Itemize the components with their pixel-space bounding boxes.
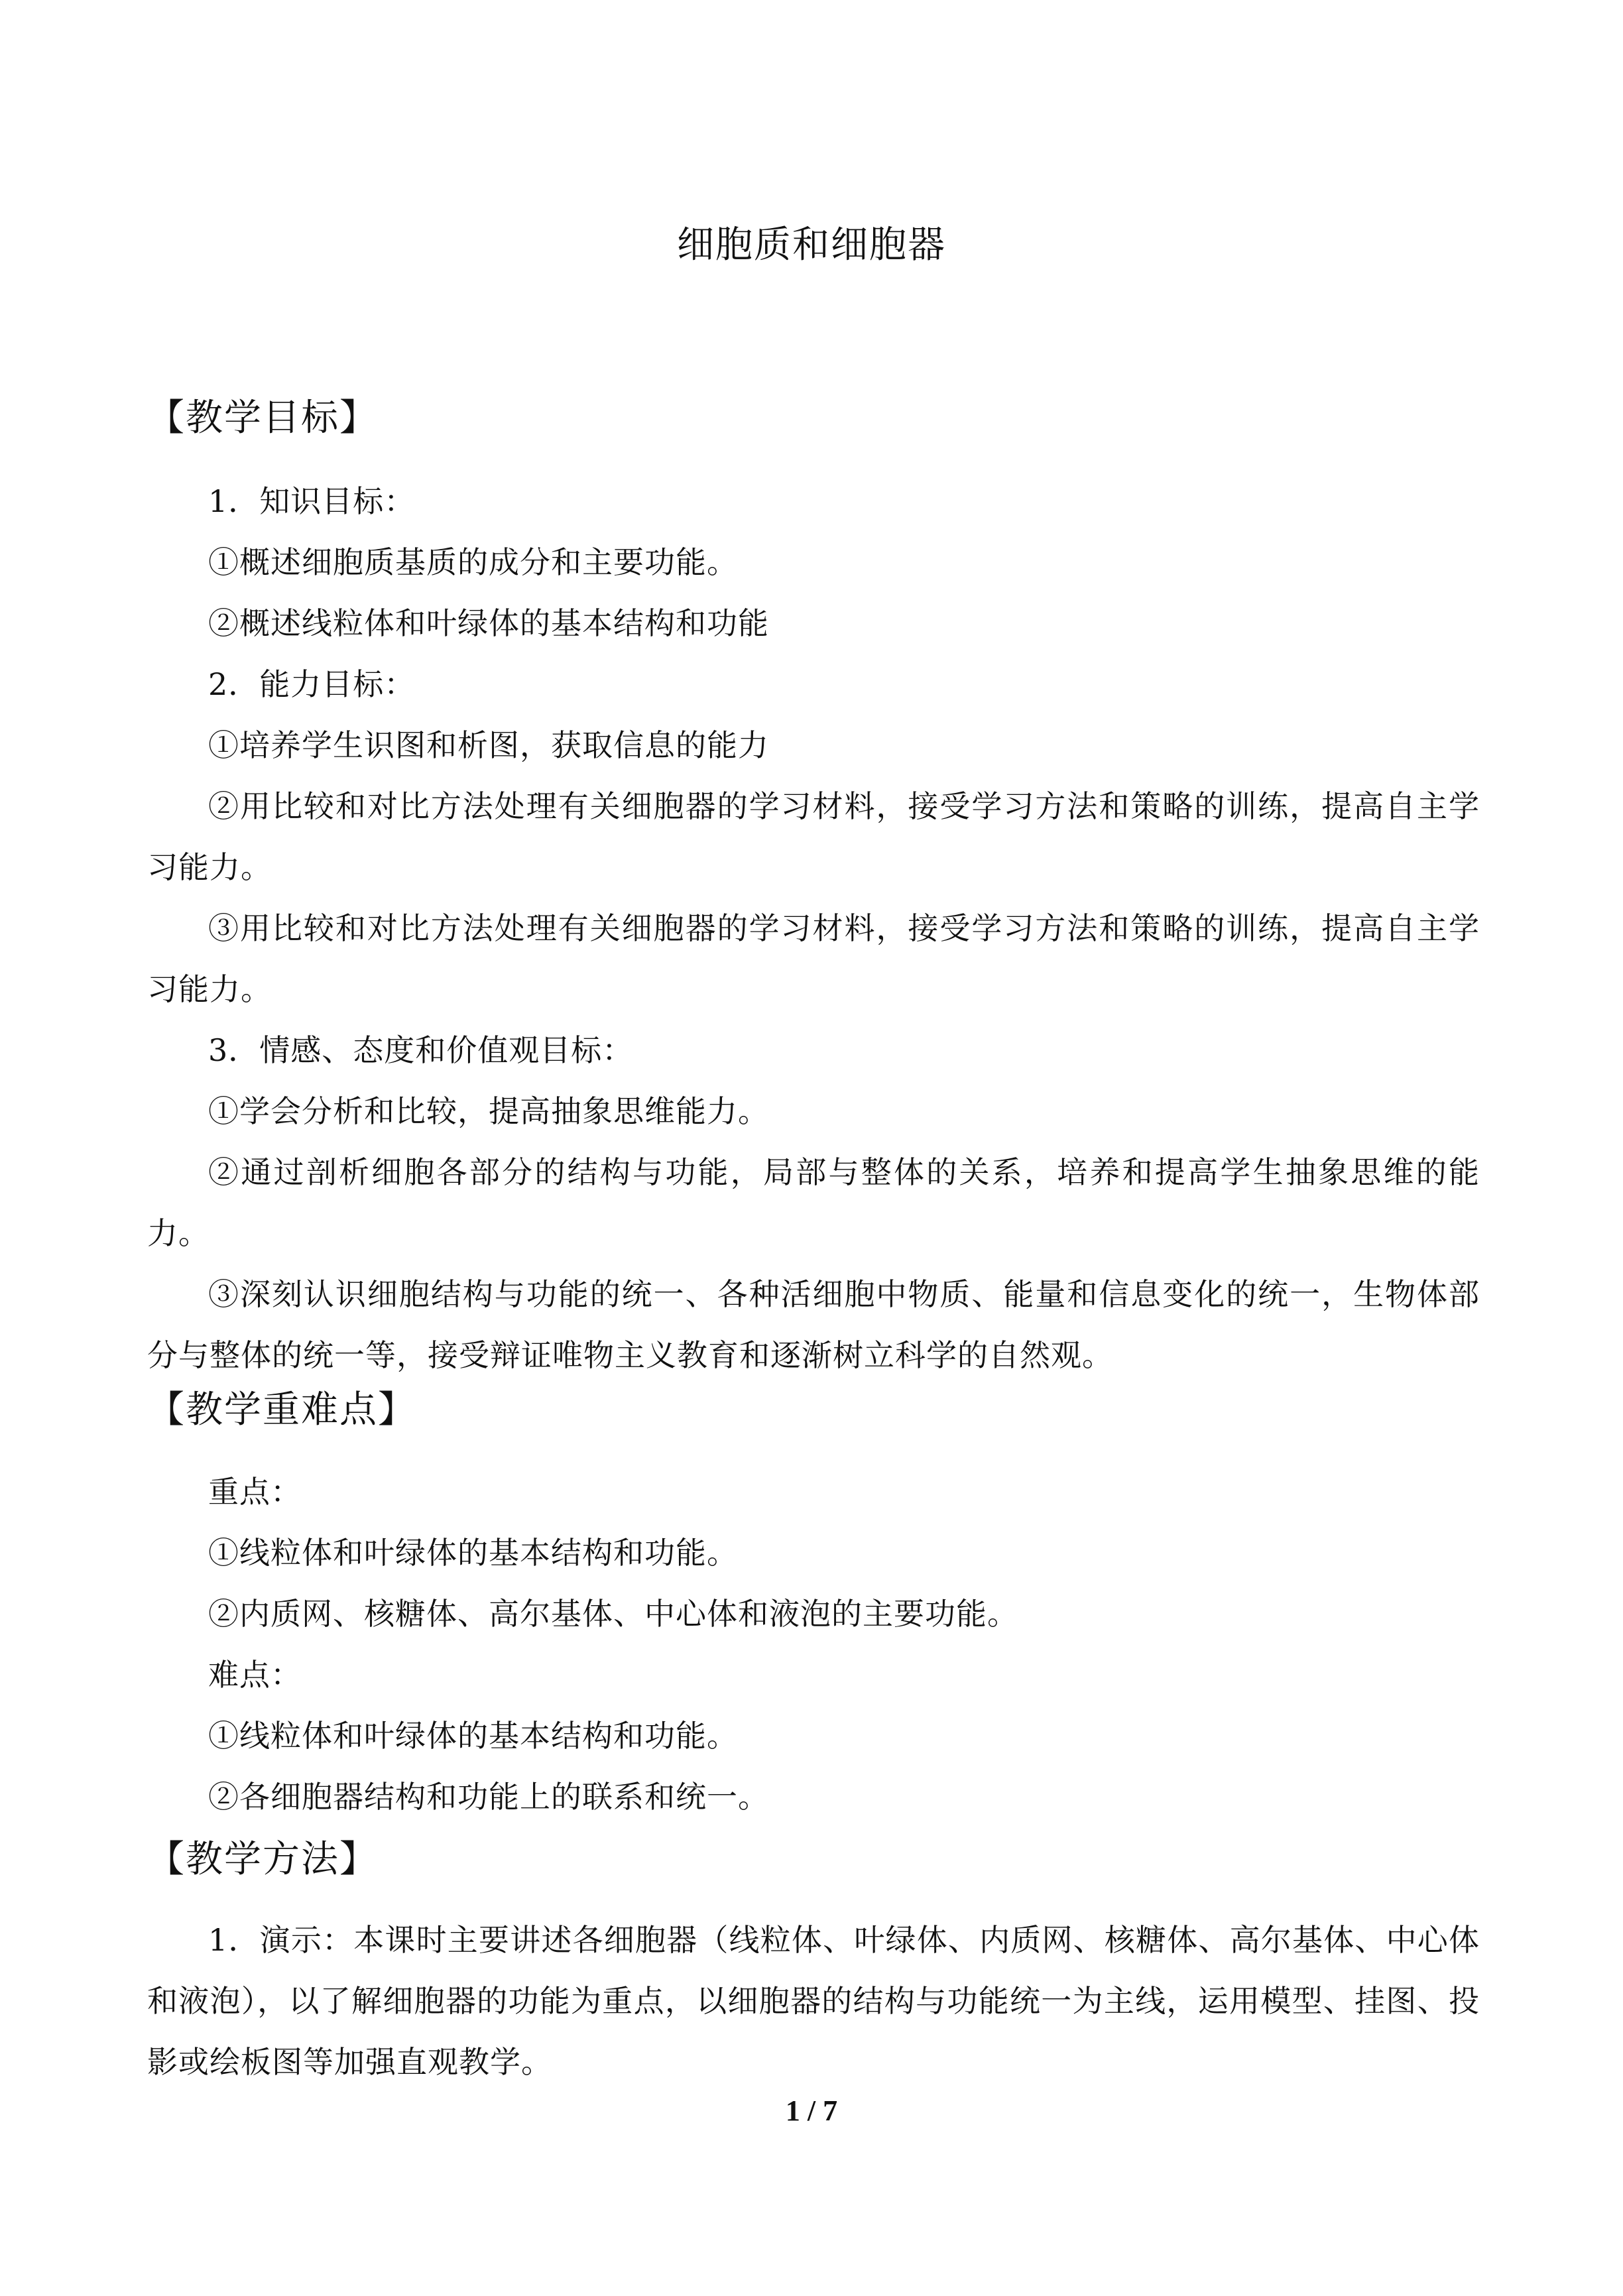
ability-goal-item: ②用比较和对比方法处理有关细胞器的学习材料，接受学习方法和策略的训练，提高自主学习能力。 [147,788,1480,885]
page-number: 1 / 7 [785,2094,838,2127]
method-item: 1．演示：本课时主要讲述各细胞器（线粒体、叶绿体、内质网、核糖体、高尔基体、中心体和液泡），以了解细胞器的功能为重点，以细胞器的结构与功能统一为主线，运用模型、挂图、投影或绘板图等加强直观教学。 [147,1922,1480,2080]
key-point-item: ①线粒体和叶绿体的基本结构和功能。 [208,1535,738,1571]
emotion-goal-item: ③深刻认识细胞结构与功能的统一、各种活细胞中物质、能量和信息变化的统一，生物体部分与整体的统一等，接受辩证唯物主义教育和逐渐树立科学的自然观。 [147,1276,1480,1373]
section-heading-goals: 【教学目标】 [147,396,378,440]
emotion-goal-item: ①学会分析和比较，提高抽象思维能力。 [208,1093,769,1129]
ability-goal-label: 2．能力目标： [208,666,416,702]
ability-goal-item: ①培养学生识图和析图，获取信息的能力 [208,727,769,763]
knowledge-goal-label: 1．知识目标： [208,483,416,519]
ability-goal-item: ③用比较和对比方法处理有关细胞器的学习材料，接受学习方法和策略的训练，提高自主学习能力。 [147,910,1480,1007]
difficult-point-item: ②各细胞器结构和功能上的联系和统一。 [208,1779,769,1815]
section-heading-methods: 【教学方法】 [147,1838,378,1881]
knowledge-goal-item: ②概述线粒体和叶绿体的基本结构和功能 [208,605,769,641]
difficult-point-item: ①线粒体和叶绿体的基本结构和功能。 [208,1718,738,1754]
difficult-point-label: 难点： [208,1657,302,1693]
knowledge-goal-item: ①概述细胞质基质的成分和主要功能。 [208,544,738,580]
emotion-goal-label: 3．情感、态度和价值观目标： [208,1032,634,1068]
section-heading-key-points: 【教学重难点】 [147,1388,416,1431]
document-title: 细胞质和细胞器 [677,223,946,267]
key-point-label: 重点： [208,1474,302,1510]
emotion-goal-item: ②通过剖析细胞各部分的结构与功能，局部与整体的关系，培养和提高学生抽象思维的能力。 [147,1154,1480,1251]
key-point-item: ②内质网、核糖体、高尔基体、中心体和液泡的主要功能。 [208,1596,1018,1632]
